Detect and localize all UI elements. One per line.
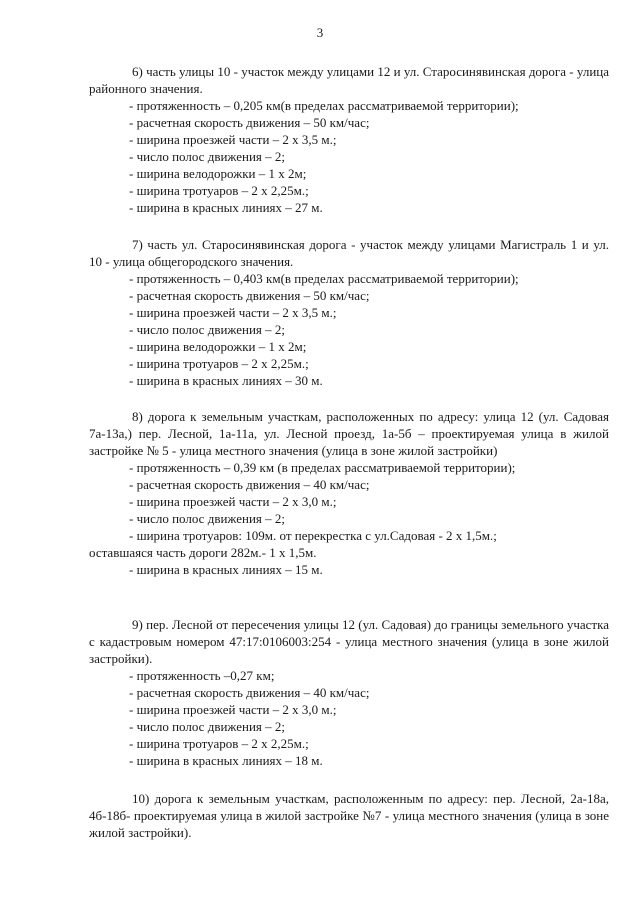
list-item: - ширина в красных линиях – 30 м. (129, 373, 323, 388)
list-item: - ширина тротуаров – 2 х 2,25м.; (129, 183, 309, 198)
list-item-line: - ширина тротуаров: 109м. от перекрестка с ул.Садовая - 2 х 1,5м.; (129, 528, 497, 543)
section-heading: 8) дорога к земельным участкам, расположенных по адресу: улица 12 (ул. Садовая 7а-13а,) пер. Лесной, 1а-11а, ул. Лесной проезд, 1а-5б – проектируемая улица в жилой застройке № 5 - улица местного значения (улица в зоне жилой застройки) (89, 409, 609, 458)
list-item-line: оставшаяся часть дороги 282м.- 1 х 1,5м. (89, 545, 317, 560)
list-item: - протяженность –0,27 км; (129, 668, 275, 683)
section-heading: 6) часть улицы 10 - участок между улицами 12 и ул. Старосинявинская дорога - улица районного значения. (89, 64, 609, 96)
section-heading: 7) часть ул. Старосинявинская дорога - участок между улицами Магистраль 1 и ул. 10 - улица общегородского значения. (89, 237, 609, 269)
list-item: - ширина велодорожки – 1 х 2м; (129, 166, 307, 181)
page-number: 3 (316, 25, 324, 40)
list-item: - ширина тротуаров – 2 х 2,25м.; (129, 736, 309, 751)
list-item: - число полос движения – 2; (129, 322, 285, 337)
list-item: - протяженность – 0,205 км(в пределах рассматриваемой территории); (129, 98, 519, 113)
spec-list (89, 97, 609, 216)
section-10 (89, 790, 609, 841)
list-item: - ширина проезжей части – 2 х 3,5 м.; (129, 132, 337, 147)
list-item (89, 527, 609, 561)
list-item: - ширина в красных линиях – 15 м. (129, 562, 323, 577)
list-item: - ширина проезжей части – 2 х 3,5 м.; (129, 305, 337, 320)
section-9 (89, 616, 609, 769)
section-7 (89, 236, 609, 389)
list-item: - расчетная скорость движения – 50 км/час; (129, 115, 370, 130)
list-item: - число полос движения – 2; (129, 511, 285, 526)
section-6 (89, 63, 609, 216)
list-item: - ширина велодорожки – 1 х 2м; (129, 339, 307, 354)
spec-list (89, 270, 609, 389)
list-item: - ширина в красных линиях – 27 м. (129, 200, 323, 215)
list-item: - расчетная скорость движения – 40 км/час; (129, 685, 370, 700)
spec-list (89, 667, 609, 769)
section-heading: 10) дорога к земельным участкам, расположенным по адресу: пер. Лесной, 2а-18а, 4б-18б- проектируемая улица в жилой застройке №7 - улица местного значения (улица в зоне жилой застройки). (89, 791, 609, 840)
list-item: - протяженность – 0,403 км(в пределах рассматриваемой территории); (129, 271, 519, 286)
list-item: - расчетная скорость движения – 50 км/час; (129, 288, 370, 303)
list-item: - ширина проезжей части – 2 х 3,0 м.; (129, 494, 337, 509)
list-item: - ширина проезжей части – 2 х 3,0 м.; (129, 702, 337, 717)
list-item: - ширина тротуаров – 2 х 2,25м.; (129, 356, 309, 371)
section-heading: 9) пер. Лесной от пересечения улицы 12 (ул. Садовая) до границы земельного участка с кадастровым номером 47:17:0106003:254 - улица местного значения (улица в зоне жилой застройки). (89, 617, 609, 666)
list-item: - расчетная скорость движения – 40 км/час; (129, 477, 370, 492)
list-item: - протяженность – 0,39 км (в пределах рассматриваемой территории); (129, 460, 516, 475)
list-item: - число полос движения – 2; (129, 149, 285, 164)
list-item: - число полос движения – 2; (129, 719, 285, 734)
list-item: - ширина в красных линиях – 18 м. (129, 753, 323, 768)
spec-list (89, 459, 609, 578)
section-8 (89, 408, 609, 578)
